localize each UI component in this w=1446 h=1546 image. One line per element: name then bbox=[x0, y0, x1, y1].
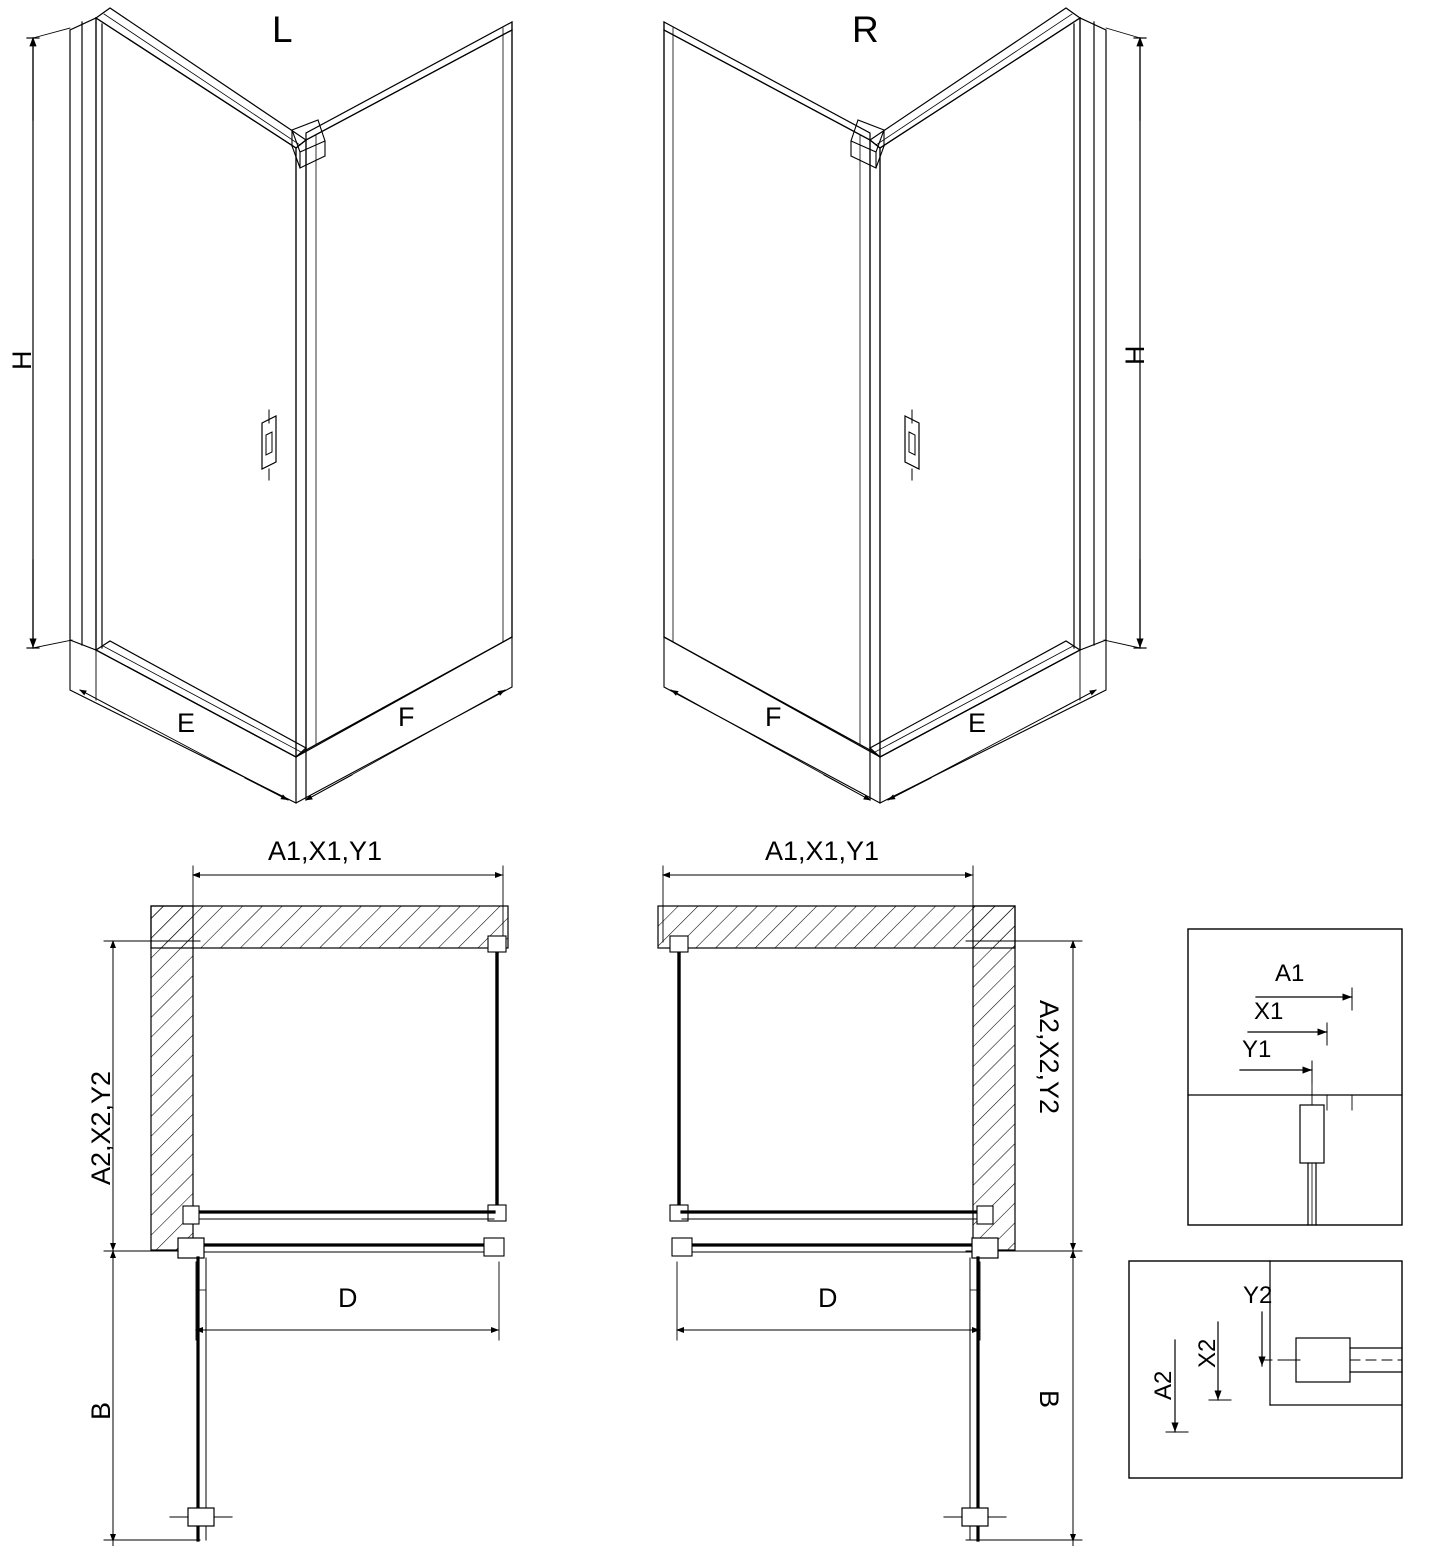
detail-label-y1: Y1 bbox=[1242, 1036, 1272, 1063]
label-height-left: H bbox=[7, 350, 37, 370]
label-plan-left-side-dim: A2,X2,Y2 bbox=[86, 1070, 116, 1185]
label-plan-right-top-dim: A1,X1,Y1 bbox=[765, 836, 880, 866]
label-variant-left: L bbox=[272, 9, 293, 50]
label-plan-left-inner-dim: D bbox=[338, 1283, 358, 1313]
detail-label-x2: X2 bbox=[1194, 1338, 1221, 1368]
label-plan-right-side-dim: A2,X2,Y2 bbox=[1034, 1000, 1064, 1115]
detail-label-a1: A1 bbox=[1275, 960, 1305, 987]
label-base-e-left: E bbox=[177, 708, 196, 738]
label-base-f-left: F bbox=[398, 702, 415, 732]
detail-label-a2: A2 bbox=[1150, 1370, 1177, 1400]
label-variant-right: R bbox=[852, 9, 879, 50]
label-base-e-right: E bbox=[968, 708, 987, 738]
detail-label-y2: Y2 bbox=[1243, 1282, 1273, 1309]
detail-label-x1: X1 bbox=[1254, 998, 1284, 1025]
label-plan-right-door-dim: B bbox=[1034, 1390, 1064, 1409]
label-plan-left-top-dim: A1,X1,Y1 bbox=[268, 836, 383, 866]
label-height-right: H bbox=[1120, 345, 1150, 365]
label-plan-right-inner-dim: D bbox=[818, 1283, 838, 1313]
label-base-f-right: F bbox=[765, 702, 782, 732]
label-plan-left-door-dim: B bbox=[86, 1401, 116, 1420]
